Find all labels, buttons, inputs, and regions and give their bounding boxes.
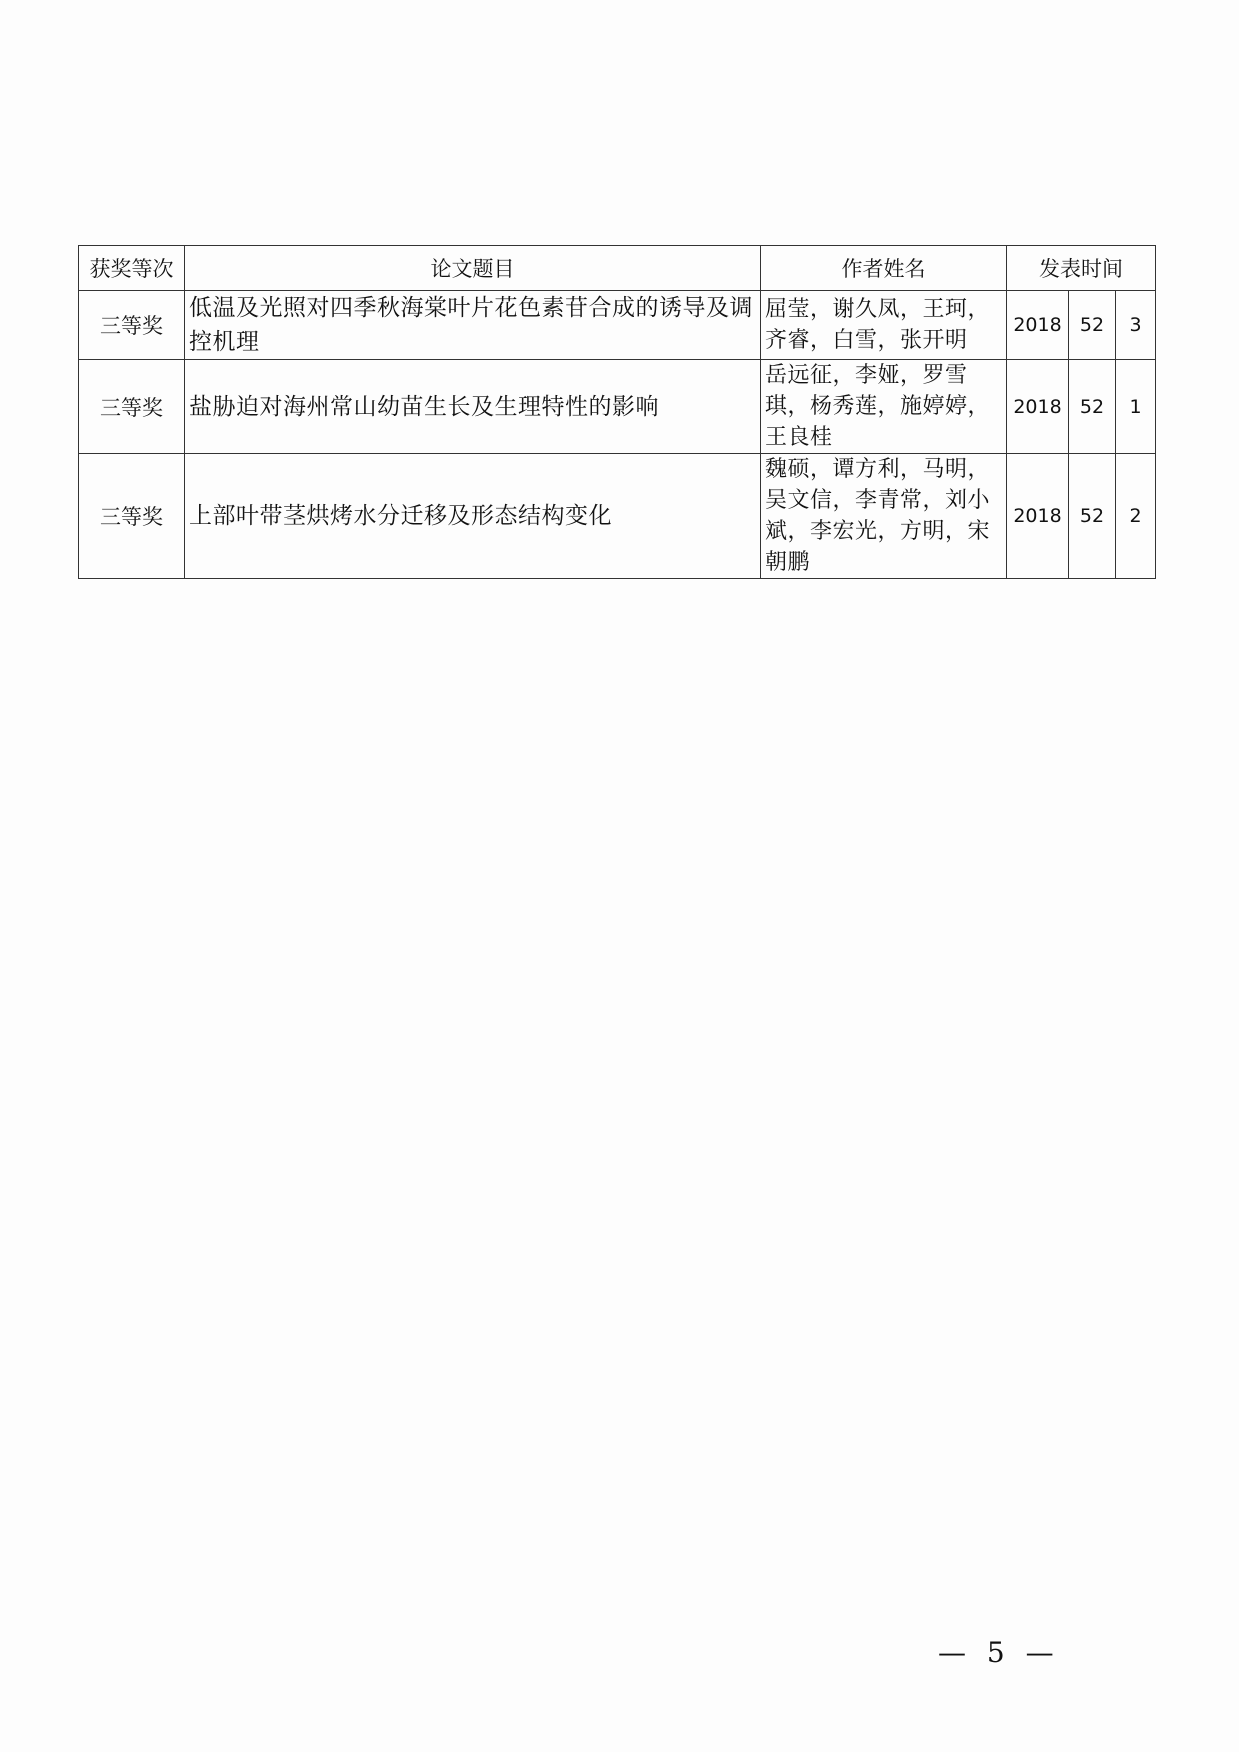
award-level-cell: 三等奖: [79, 454, 185, 579]
award-level-cell: 三等奖: [79, 360, 185, 454]
volume-cell: 52: [1069, 454, 1116, 579]
table-row: [79, 360, 1156, 454]
year-cell: 2018: [1007, 454, 1069, 579]
awards-table: [78, 245, 1156, 579]
table-row: [79, 454, 1156, 579]
authors-cell: 魏硕，谭方利，马明，吴文信，李青常，刘小斌，李宏光，方明，宋朝鹏: [761, 454, 1007, 579]
header-paper-title: 论文题目: [185, 246, 761, 291]
volume-cell: 52: [1069, 360, 1116, 454]
year-cell: 2018: [1007, 360, 1069, 454]
page-number: — 5 —: [938, 1636, 1060, 1669]
issue-cell: 1: [1116, 360, 1156, 454]
volume-cell: 52: [1069, 291, 1116, 360]
table-row: [79, 291, 1156, 360]
header-publication-time: 发表时间: [1007, 246, 1156, 291]
award-level-cell: 三等奖: [79, 291, 185, 360]
table-header-row: [79, 246, 1156, 291]
header-award-level: 获奖等次: [79, 246, 185, 291]
authors-cell: 岳远征，李娅，罗雪琪，杨秀莲，施婷婷，王良桂: [761, 360, 1007, 454]
issue-cell: 3: [1116, 291, 1156, 360]
paper-title-cell: 低温及光照对四季秋海棠叶片花色素苷合成的诱导及调控机理: [185, 291, 761, 360]
year-cell: 2018: [1007, 291, 1069, 360]
authors-cell: 屈莹，谢久凤，王珂，齐睿，白雪，张开明: [761, 291, 1007, 360]
header-authors: 作者姓名: [761, 246, 1007, 291]
issue-cell: 2: [1116, 454, 1156, 579]
paper-title-cell: 上部叶带茎烘烤水分迁移及形态结构变化: [185, 454, 761, 579]
paper-title-cell: 盐胁迫对海州常山幼苗生长及生理特性的影响: [185, 360, 761, 454]
